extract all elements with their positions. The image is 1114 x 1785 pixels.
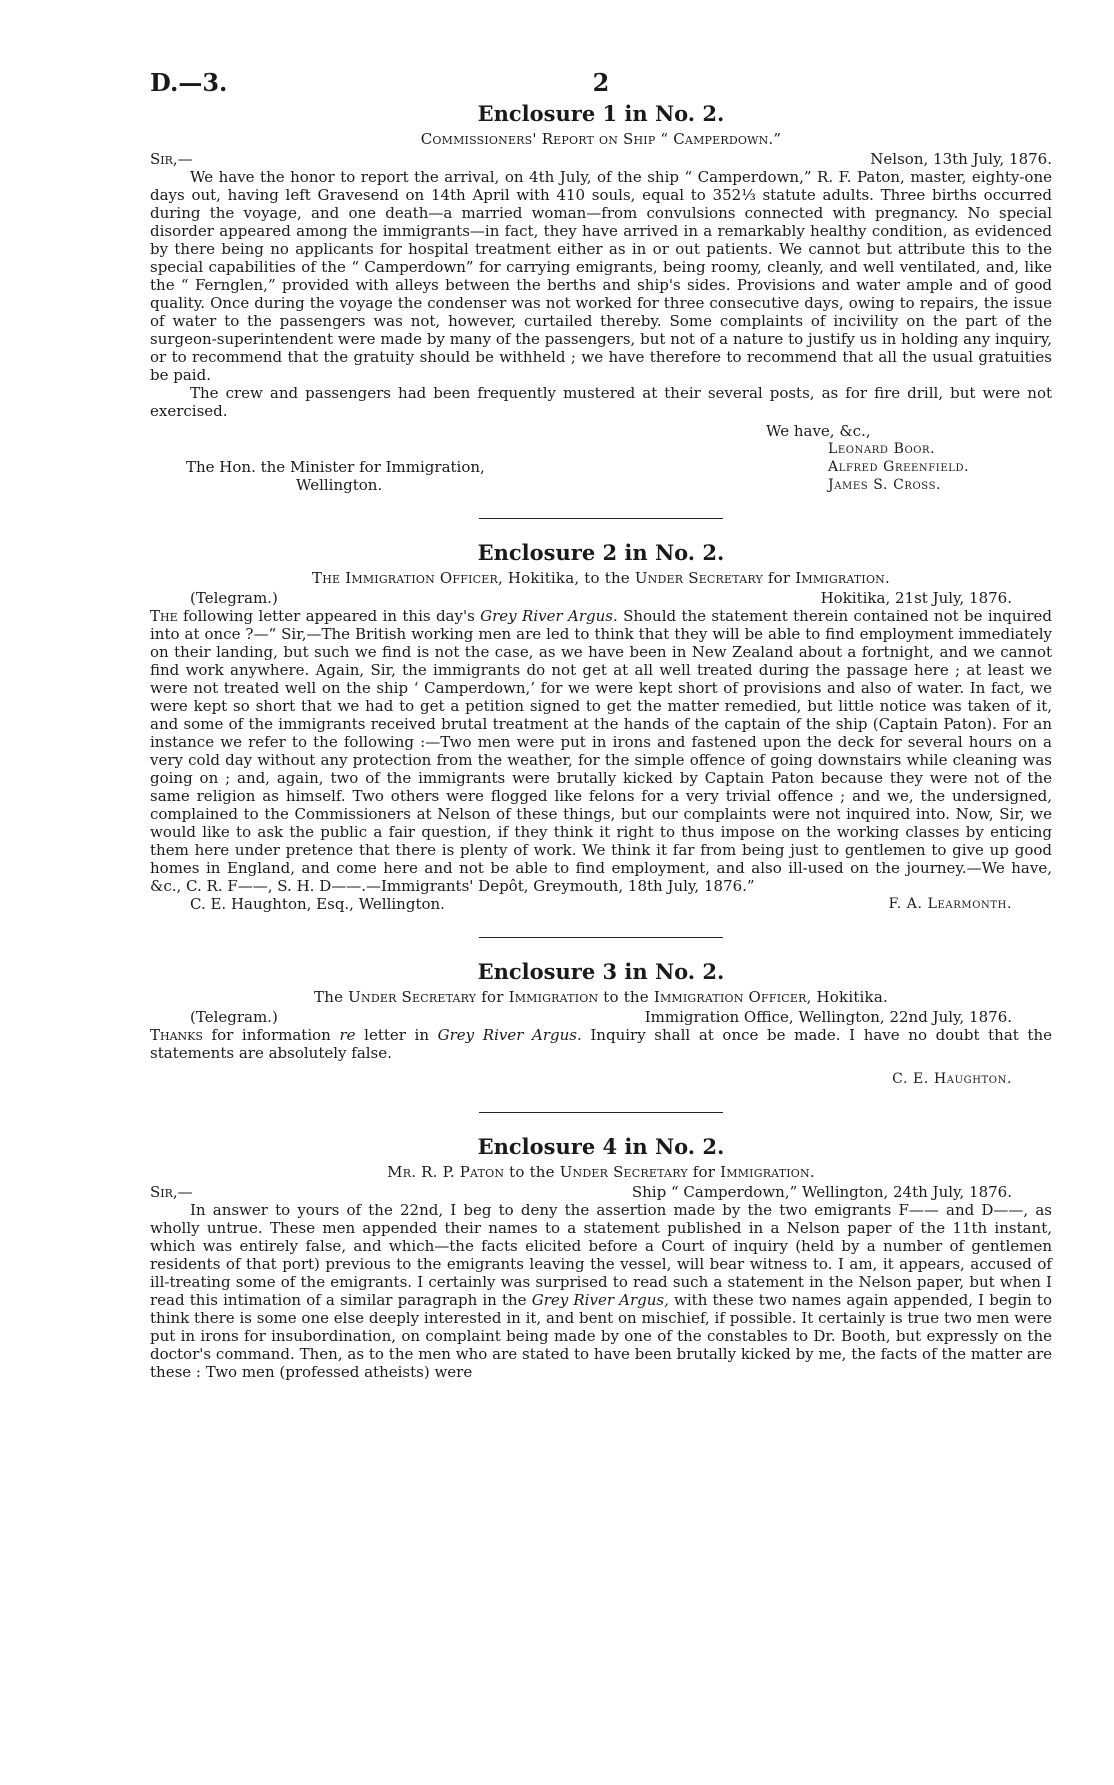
- enclosure-2-title: Enclosure 2 in No. 2.: [477, 540, 725, 565]
- place-date: Ship “ Camperdown,” Wellington, 24th July, 1876.: [631, 1183, 1012, 1201]
- telegram-label: (Telegram.): [190, 589, 278, 607]
- sign-off-block: [150, 422, 1052, 494]
- section-divider: [479, 518, 723, 519]
- telegram-row: [150, 1008, 1052, 1026]
- report-paragraph-2: The crew and passengers had been frequently mustered at their several posts, as for fire drill, but were not exercised.: [150, 384, 1052, 420]
- enclosure-4: [150, 1133, 1052, 1381]
- signatures: [766, 422, 969, 494]
- telegram-label: (Telegram.): [190, 1008, 278, 1026]
- document-page: [150, 60, 1052, 1381]
- signatory-2: Alfred Greenfield.: [828, 459, 970, 475]
- newspaper-name: Grey River Argus.: [437, 1026, 582, 1044]
- telegram-row: [150, 589, 1052, 607]
- signatory-1: Leonard Boor.: [828, 441, 936, 457]
- addressee: C. E. Haughton, Esq., Wellington.: [190, 895, 445, 913]
- signature: C. E. Haughton.: [892, 1071, 1012, 1087]
- document-code: D.—3.: [150, 68, 228, 97]
- salutation: Sir,—: [150, 1183, 193, 1201]
- signature: F. A. Learmonth.: [888, 896, 1012, 912]
- enclosure-4-title: Enclosure 4 in No. 2.: [477, 1134, 725, 1159]
- page-number: 2: [592, 68, 610, 97]
- closing: We have, &c.,: [766, 422, 871, 440]
- letter-body: In answer to yours of the 22nd, I beg to deny the assertion made by the two emigrants F—— and D——, as wholly untrue. These men appended their names to a statement published in a Nelson paper of the 11th instant, which was entirely false, and which—the facts elicited before a Court of inquiry (held by a number of gentlemen residents of that port) previous to the emigrants leaving the vessel, will bear witness to. I am, it appears, accused of ill-treating some of the emigrants. I certainly was surprised to read such a statement in the Nelson paper, but when I read this intimation of a similar paragraph in the Grey River Argus, with these two names again appended, I begin to think there is some one else deeply interested in it, and bent on mischief, if possible. It certainly is true two men were put in irons for insubordination, on complaint being made by one of the constables to Dr. Booth, but expressly on the doctor's command. Then, as to the men who are stated to have been brutally kicked by me, the facts of the matter are these : Two men (professed atheists) were: [150, 1201, 1052, 1381]
- enclosure-4-subtitle: Mr. R. P. Paton to the Under Secretary for Immigration.: [387, 1163, 815, 1181]
- addressee-row: [150, 895, 1052, 913]
- enclosure-1-title: Enclosure 1 in No. 2.: [477, 101, 725, 126]
- page-header: [150, 60, 1052, 100]
- salutation-row: [150, 150, 1052, 168]
- section-divider: [479, 937, 723, 938]
- salutation-row: [150, 1183, 1052, 1201]
- place-date: Immigration Office, Wellington, 22nd July, 1876.: [644, 1008, 1012, 1026]
- addressee: The Hon. the Minister for Immigration, Wellington.: [186, 458, 485, 494]
- telegram-body: The following letter appeared in this day's Grey River Argus. Should the statement therein contained not be inquired into at once ?—“ Sir,—The British working men are led to think that they will be able to find employment immediately on their landing, but such we find is not the case, as we have been in New Zealand about a fortnight, and we cannot find work anywhere. Again, Sir, the immigrants do not get at all well treated during the passage here ; at least we were not treated well on the ship ‘ Camperdown,’ for we were kept short of provisions and also of water. In fact, we were kept so short that we had to get a petition signed to get the matter remedied, but little notice was taken of it, and some of the immigrants received brutal treatment at the hands of the captain of the ship (Captain Paton). For an instance we refer to the following :—Two men were put in irons and fastened upon the deck for several hours on a very cold day without any protection from the weather, for the simple offence of going downstairs while cleaning was going on ; and, again, two of the immigrants were brutally kicked by Captain Paton because they were not of the same religion as himself. Two others were flogged like felons for a very trivial offence ; and we, the undersigned, complained to the Commissioners at Nelson of these things, but our complaints were not inquired into. Now, Sir, we would like to ask the public a fair question, if they think it right to thus impose on the working classes by enticing them here under pretence that there is plenty of work. We think it far from being just to gentlemen to give up good homes in England, and come here and not be able to find employment, and also ill-used on the journey.—We have, &c., C. R. F——, S. H. D——.—Immigrants' Depôt, Greymouth, 18th July, 1876.”: [150, 607, 1053, 895]
- place-date: Hokitika, 21st July, 1876.: [820, 589, 1012, 607]
- enclosure-1: [150, 100, 1052, 494]
- newspaper-name: Grey River Argus.: [480, 607, 618, 625]
- enclosure-1-subtitle: Commissioners' Report on Ship “ Camperdown.”: [420, 130, 782, 148]
- enclosure-2: [150, 539, 1052, 913]
- enclosure-2-subtitle: The Immigration Officer, Hokitika, to the Under Secretary for Immigration.: [312, 569, 890, 587]
- salutation: Sir,—: [150, 150, 193, 168]
- telegram-body: Thanks for information re letter in Grey River Argus. Inquiry shall at once be made. I have no doubt that the statements are absolutely false.: [150, 1026, 1052, 1062]
- newspaper-name: Grey River Argus,: [531, 1291, 669, 1309]
- enclosure-3: [150, 958, 1052, 1088]
- section-divider: [479, 1112, 723, 1113]
- enclosure-3-title: Enclosure 3 in No. 2.: [477, 959, 725, 984]
- report-paragraph: We have the honor to report the arrival, on 4th July, of the ship “ Camperdown,” R. F. Paton, master, eighty-one days out, having left Gravesend on 14th April with 410 souls, equal to 352⅓ statute adults. Three births occurred during the voyage, and one death—a married woman—from convulsions connected with pregnancy. No special disorder appeared among the immigrants—in fact, they have arrived in a remarkably healthy condition, as evidenced by there being no applicants for hospital treatment either as in or out patients. We cannot but attribute this to the special capabilities of the “ Camperdown” for carrying emigrants, being roomy, cleanly, and well ventilated, and, like the “ Fernglen,” provided with alleys between the berths and ship's sides. Provisions and water ample and of good quality. Once during the voyage the condenser was not worked for three consecutive days, owing to repairs, the issue of water to the passengers was not, however, curtailed thereby. Some complaints of incivility on the part of the surgeon-superintendent were made by many of the passengers, but not of a nature to justify us in holding any inquiry, or to recommend that the gratuity should be withheld ; we have therefore to recommend that all the usual gratuities be paid.: [150, 168, 1052, 384]
- signatory-3: James S. Cross.: [828, 477, 942, 493]
- enclosure-3-subtitle: The Under Secretary for Immigration to the Immigration Officer, Hokitika.: [314, 988, 888, 1006]
- place-date: Nelson, 13th July, 1876.: [870, 150, 1052, 168]
